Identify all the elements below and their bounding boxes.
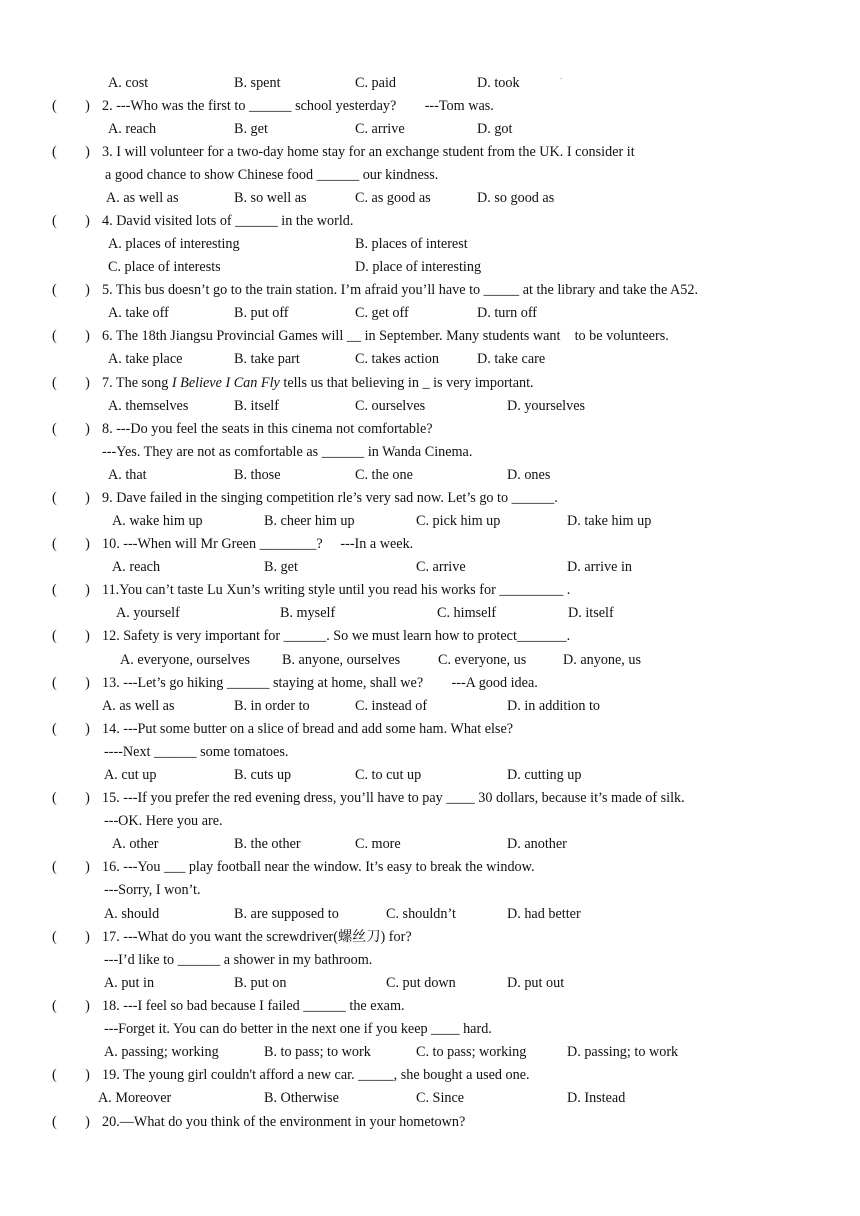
answer-blank[interactable]: ( ) (52, 1067, 90, 1083)
question-stem: 12. Safety is very important for ______. So we must learn how to protect_______. (102, 628, 571, 644)
option-b[interactable]: B. to pass; to work (264, 1044, 371, 1060)
answer-blank[interactable]: ( ) (52, 213, 90, 229)
answer-blank[interactable]: ( ) (52, 98, 90, 114)
option-b[interactable]: B. cuts up (234, 767, 292, 783)
option-a[interactable]: A. passing; working (104, 1044, 219, 1060)
option-d[interactable]: D. another (507, 836, 567, 852)
option-c[interactable]: C. everyone, us (438, 652, 527, 668)
option-b[interactable]: B. cheer him up (264, 513, 355, 529)
answer-blank[interactable]: ( ) (52, 490, 90, 506)
question-stem: 15. ---If you prefer the red evening dress, you’ll have to pay ____ 30 dollars, because it’s made of silk. (102, 790, 685, 806)
option-d[interactable]: D. cutting up (507, 767, 582, 783)
option-d[interactable]: D. got (477, 121, 513, 137)
option-a[interactable]: A. other (112, 836, 159, 852)
answer-blank[interactable]: ( ) (52, 859, 90, 875)
option-a[interactable]: A. reach (112, 559, 161, 575)
question-stem: 18. ---I feel so bad because I failed ______ the exam. (102, 998, 405, 1014)
option-d[interactable]: D. take him up (567, 513, 652, 529)
question-stem-continued: a good chance to show Chinese food ______ our kindness. (105, 167, 439, 183)
question-stem: 17. ---What do you want the screwdriver(螺丝刀) for? (102, 929, 412, 945)
option-d[interactable]: D. so good as (477, 190, 555, 206)
stray-dot: . (560, 72, 562, 81)
option-c[interactable]: C. arrive (355, 121, 405, 137)
answer-blank[interactable]: ( ) (52, 536, 90, 552)
option-a[interactable]: A. Moreover (98, 1090, 172, 1106)
answer-blank[interactable]: ( ) (52, 929, 90, 945)
question-stem: 20.—What do you think of the environment in your hometown? (102, 1114, 466, 1130)
option-d[interactable]: D. passing; to work (567, 1044, 679, 1060)
option-a[interactable]: A. should (104, 906, 160, 922)
option-c[interactable]: C. more (355, 836, 401, 852)
option-b[interactable]: B. so well as (234, 190, 307, 206)
question-stem-continued: ---I’d like to ______ a shower in my bathroom. (104, 952, 373, 968)
option-c[interactable]: C. as good as (355, 190, 431, 206)
option-d[interactable]: D. put out (507, 975, 565, 991)
option-b[interactable]: B. get (234, 121, 268, 137)
question-stem-continued: ---OK. Here you are. (104, 813, 223, 829)
option-a[interactable]: A. cut up (104, 767, 157, 783)
question-stem: 14. ---Put some butter on a slice of bread and add some ham. What else? (102, 721, 514, 737)
question-stem: 6. The 18th Jiangsu Provincial Games will __ in September. Many students want to be volunteers. (102, 328, 669, 344)
question-stem (102, 374, 534, 392)
option-c[interactable]: C. to cut up (355, 767, 422, 783)
question-stem: 19. The young girl couldn't afford a new car. _____, she bought a used one. (102, 1067, 530, 1083)
answer-blank[interactable]: ( ) (52, 144, 90, 160)
option-a[interactable]: A. that (108, 467, 147, 483)
option-c[interactable]: C. ourselves (355, 398, 426, 414)
answer-blank[interactable]: ( ) (52, 628, 90, 644)
option-d[interactable]: D. in addition to (507, 698, 601, 714)
option-d[interactable]: D. take care (477, 351, 546, 367)
question-stem: 11.You can’t taste Lu Xun’s writing style until you read his works for _________ . (102, 582, 571, 598)
option-c[interactable]: C. shouldn’t (386, 906, 456, 922)
answer-blank[interactable]: ( ) (52, 1114, 90, 1130)
option-b[interactable]: B. Otherwise (264, 1090, 339, 1106)
option-d[interactable]: D. Instead (567, 1090, 626, 1106)
answer-blank[interactable]: ( ) (52, 582, 90, 598)
q1-option-c[interactable]: C. paid (355, 75, 396, 91)
option-a[interactable]: A. themselves (108, 398, 189, 414)
question-stem: 5. This bus doesn’t go to the train station. I’m afraid you’ll have to _____ at the library and take the A52. (102, 282, 699, 298)
q1-option-d[interactable]: D. took (477, 75, 520, 91)
question-stem: 16. ---You ___ play football near the window. It’s easy to break the window. (102, 859, 535, 875)
q1-option-a[interactable]: A. cost (108, 75, 149, 91)
option-a[interactable]: A. wake him up (112, 513, 203, 529)
option-d[interactable]: D. ones (507, 467, 551, 483)
option-a[interactable]: A. as well as (102, 698, 175, 714)
answer-blank[interactable]: ( ) (52, 421, 90, 437)
option-d[interactable]: D. anyone, us (563, 652, 642, 668)
option-b[interactable]: B. are supposed to (234, 906, 339, 922)
option-b[interactable]: B. take part (234, 351, 300, 367)
option-d[interactable]: D. turn off (477, 305, 538, 321)
option-a[interactable]: A. places of interesting (108, 236, 240, 252)
question-stem-continued: ----Next ______ some tomatoes. (104, 744, 289, 760)
option-b[interactable]: B. places of interest (355, 236, 468, 252)
answer-blank[interactable]: ( ) (52, 721, 90, 737)
song-title: I Believe I Can Fly (171, 375, 280, 391)
option-d[interactable]: D. yourselves (507, 398, 586, 414)
answer-blank[interactable]: ( ) (52, 998, 90, 1014)
option-d[interactable]: D. itself (568, 605, 614, 621)
option-a[interactable]: A. put in (104, 975, 155, 991)
question-stem: 13. ---Let’s go hiking ______ staying at home, shall we? ---A good idea. (102, 675, 538, 691)
option-c[interactable]: C. arrive (416, 559, 466, 575)
question-stem: 2. ---Who was the first to ______ school yesterday? ---Tom was. (102, 98, 494, 114)
answer-blank[interactable]: ( ) (52, 675, 90, 691)
option-a[interactable]: A. take off (108, 305, 169, 321)
question-stem-continued: ---Forget it. You can do better in the next one if you keep ____ hard. (104, 1021, 492, 1037)
option-a[interactable]: A. take place (108, 351, 183, 367)
option-b[interactable]: B. put off (234, 305, 289, 321)
question-stem-continued: ---Sorry, I won’t. (104, 882, 201, 898)
option-a[interactable]: A. reach (108, 121, 157, 137)
option-b[interactable]: B. the other (234, 836, 301, 852)
option-a[interactable]: A. yourself (116, 605, 180, 621)
q1-option-b[interactable]: B. spent (234, 75, 281, 91)
option-c[interactable]: C. Since (416, 1090, 465, 1106)
option-b[interactable]: B. put on (234, 975, 287, 991)
stem-part: 7. The song (102, 375, 172, 391)
option-c[interactable]: C. put down (386, 975, 456, 991)
option-b[interactable]: B. in order to (234, 698, 310, 714)
answer-blank[interactable]: ( ) (52, 282, 90, 298)
answer-blank[interactable]: ( ) (52, 328, 90, 344)
answer-blank[interactable]: ( ) (52, 375, 90, 391)
option-c[interactable]: C. to pass; working (416, 1044, 527, 1060)
option-a[interactable]: A. as well as (106, 190, 179, 206)
option-c[interactable]: C. takes action (355, 351, 439, 367)
option-d[interactable]: D. arrive in (567, 559, 633, 575)
option-c[interactable]: C. himself (437, 605, 497, 621)
option-c[interactable]: C. instead of (355, 698, 428, 714)
option-d[interactable]: D. place of interesting (355, 259, 482, 275)
answer-blank[interactable]: ( ) (52, 790, 90, 806)
option-c[interactable]: C. pick him up (416, 513, 501, 529)
question-stem: 3. I will volunteer for a two-day home stay for an exchange student from the UK. I consider it (102, 144, 635, 160)
option-c[interactable]: C. the one (355, 467, 413, 483)
option-c[interactable]: C. get off (355, 305, 409, 321)
question-stem: 4. David visited lots of ______ in the world. (102, 213, 354, 229)
stem-part: tells us that believing in _ is very important. (279, 375, 534, 391)
option-b[interactable]: B. anyone, ourselves (282, 652, 401, 668)
question-stem: 8. ---Do you feel the seats in this cinema not comfortable? (102, 421, 433, 437)
option-c[interactable]: C. place of interests (108, 259, 221, 275)
option-d[interactable]: D. had better (507, 906, 581, 922)
question-stem: 9. Dave failed in the singing competition rle’s very sad now. Let’s go to ______. (102, 490, 558, 506)
option-b[interactable]: B. itself (234, 398, 279, 414)
option-b[interactable]: B. get (264, 559, 298, 575)
option-a[interactable]: A. everyone, ourselves (120, 652, 251, 668)
question-stem: 10. ---When will Mr Green ________? ---In a week. (102, 536, 414, 552)
option-b[interactable]: B. myself (280, 605, 336, 621)
option-b[interactable]: B. those (234, 467, 281, 483)
question-stem-continued: ---Yes. They are not as comfortable as ______ in Wanda Cinema. (102, 444, 473, 460)
